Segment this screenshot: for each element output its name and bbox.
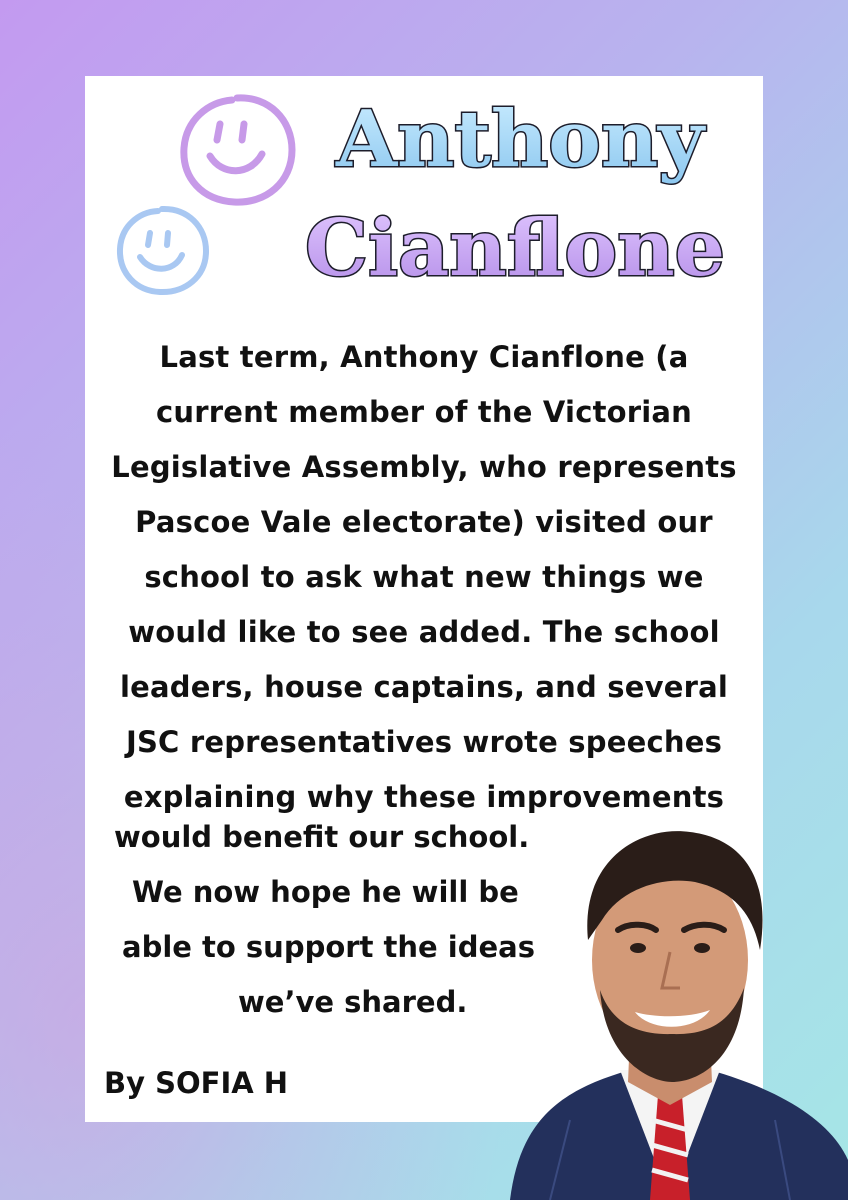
portrait-photo xyxy=(490,820,848,1200)
closing-line: We now hope he will be xyxy=(132,875,519,909)
closing-line: we’ve shared. xyxy=(238,985,468,1019)
article-body: Last term, Anthony Cianflone (a current member of the Victorian Legislative Assembly, who represents Pascoe Vale electorate) visited our school to ask what new things we would like to see added. The school leaders, house captains, and several JSC representatives wrote speeches explaining why these improvements xyxy=(111,340,737,814)
title-line-2: Cianflone xyxy=(305,203,725,294)
author-byline: By SOFIA H xyxy=(104,1066,289,1100)
page-title xyxy=(290,88,750,298)
smiley-face-icon xyxy=(112,203,212,299)
title-line-1: Anthony xyxy=(334,94,707,185)
closing-line: would benefit our school. xyxy=(114,820,530,854)
closing-line: able to support the ideas xyxy=(122,930,535,964)
smiley-face-icon xyxy=(174,90,300,210)
